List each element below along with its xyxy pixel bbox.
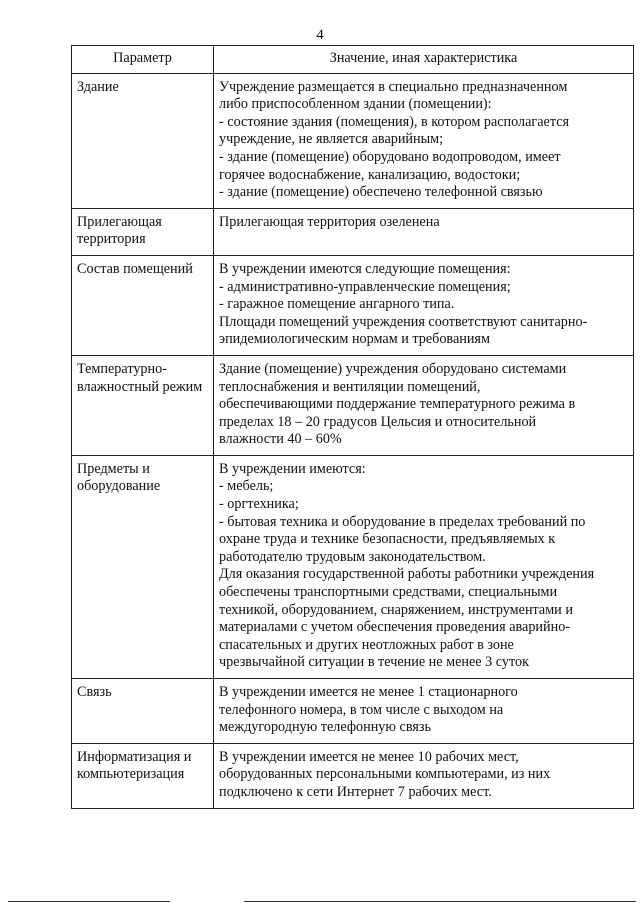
table-header-row: [72, 46, 634, 74]
parameter-cell: [72, 743, 214, 808]
value-line: пределах 18 – 20 градусов Цельсия и относительной: [219, 413, 537, 430]
value-line: телефонного номера, в том числе с выходом на: [219, 701, 504, 718]
footer-rule-right: [244, 901, 636, 902]
value-line: Для оказания государственной работы работники учреждения: [219, 566, 595, 583]
value-line: материалами с учетом обеспечения проведения аварийно-: [219, 619, 571, 636]
parameter-cell: [72, 679, 214, 744]
value-line: - административно-управленческие помещения;: [219, 278, 511, 295]
parameter-line: компьютеризация: [77, 766, 185, 783]
value-line: оборудованных персональными компьютерами, из них: [219, 766, 551, 783]
value-line: техникой, оборудованием, снаряжением, инструментами и: [219, 601, 573, 618]
header-value: Значение, иная характеристика: [214, 46, 634, 74]
value-cell: [214, 208, 634, 255]
value-line: теплоснабжения и вентиляции помещений,: [219, 378, 481, 395]
value-line: - здание (помещение) обеспечено телефонной связью: [219, 184, 543, 201]
parameters-table: [71, 45, 634, 809]
value-line: подключено к сети Интернет 7 рабочих мест.: [219, 783, 492, 800]
value-line: - бытовая техника и оборудование в пределах требований по: [219, 513, 586, 530]
value-line: - гаражное помещение ангарного типа.: [219, 296, 455, 313]
value-line: спасательных и других неотложных работ в зоне: [219, 636, 514, 653]
table-row: [72, 743, 634, 808]
value-line: Учреждение размещается в специально предназначенном: [219, 78, 568, 95]
table-row: [72, 355, 634, 455]
parameter-line: Здание: [77, 78, 119, 95]
value-line: горячее водоснабжение, канализацию, водостоки;: [219, 166, 521, 183]
value-line: либо приспособленном здании (помещении):: [219, 96, 492, 113]
table-row: [72, 73, 634, 208]
parameter-line: Связь: [77, 684, 112, 700]
value-cell: [214, 743, 634, 808]
value-line: работодателю трудовым законодательством.: [219, 548, 486, 565]
value-line: - состояние здания (помещения), в котором располагается: [219, 113, 570, 130]
parameter-line: Предметы и: [77, 460, 150, 477]
value-cell: [214, 255, 634, 355]
parameter-line: Состав помещений: [77, 260, 193, 277]
value-line: охране труда и технике безопасности, предъявляемых к: [219, 531, 556, 548]
value-line: Прилегающая территория озеленена: [219, 213, 440, 230]
value-line: влажности 40 – 60%: [219, 431, 342, 448]
parameter-cell: [72, 455, 214, 678]
table-row: [72, 208, 634, 255]
parameter-line: Информатизация и: [77, 748, 192, 765]
parameter-cell: [72, 73, 214, 208]
header-parameter: Параметр: [72, 46, 214, 74]
value-line: - оргтехника;: [219, 496, 299, 513]
value-line: учреждение, не является аварийным;: [219, 131, 444, 148]
value-line: междугородную телефонную связь: [219, 719, 431, 736]
value-line: В учреждении имеется не менее 1 стационарного: [219, 684, 518, 700]
table-row: [72, 679, 634, 744]
parameter-line: Температурно-: [77, 360, 167, 377]
parameter-line: Прилегающая: [77, 213, 162, 230]
page-number: 4: [316, 27, 324, 43]
parameter-cell: [72, 208, 214, 255]
parameter-cell: [72, 255, 214, 355]
value-line: Площади помещений учреждения соответствуют санитарно-: [219, 313, 588, 330]
value-cell: [214, 355, 634, 455]
parameter-line: влажностный режим: [77, 378, 203, 395]
value-line: - мебель;: [219, 478, 274, 495]
table-row: [72, 455, 634, 678]
value-line: В учреждении имеются следующие помещения:: [219, 260, 511, 277]
value-line: В учреждении имеется не менее 10 рабочих мест,: [219, 748, 519, 765]
value-line: Здание (помещение) учреждения оборудовано системами: [219, 360, 567, 377]
value-cell: [214, 455, 634, 678]
value-line: В учреждении имеются:: [219, 460, 366, 477]
value-line: обеспечены транспортными средствами, специальными: [219, 584, 558, 601]
value-line: эпидемиологическим нормам и требованиям: [219, 331, 490, 348]
footer-rule-left: [8, 901, 170, 902]
value-cell: [214, 679, 634, 744]
value-line: чрезвычайной ситуации в течение не менее 3 суток: [219, 654, 529, 671]
value-cell: [214, 73, 634, 208]
parameter-line: территория: [77, 231, 146, 248]
parameter-cell: [72, 355, 214, 455]
value-line: обеспечивающими поддержание температурного режима в: [219, 396, 576, 413]
table-row: [72, 255, 634, 355]
parameter-line: оборудование: [77, 478, 161, 495]
value-line: - здание (помещение) оборудовано водопроводом, имеет: [219, 148, 561, 165]
